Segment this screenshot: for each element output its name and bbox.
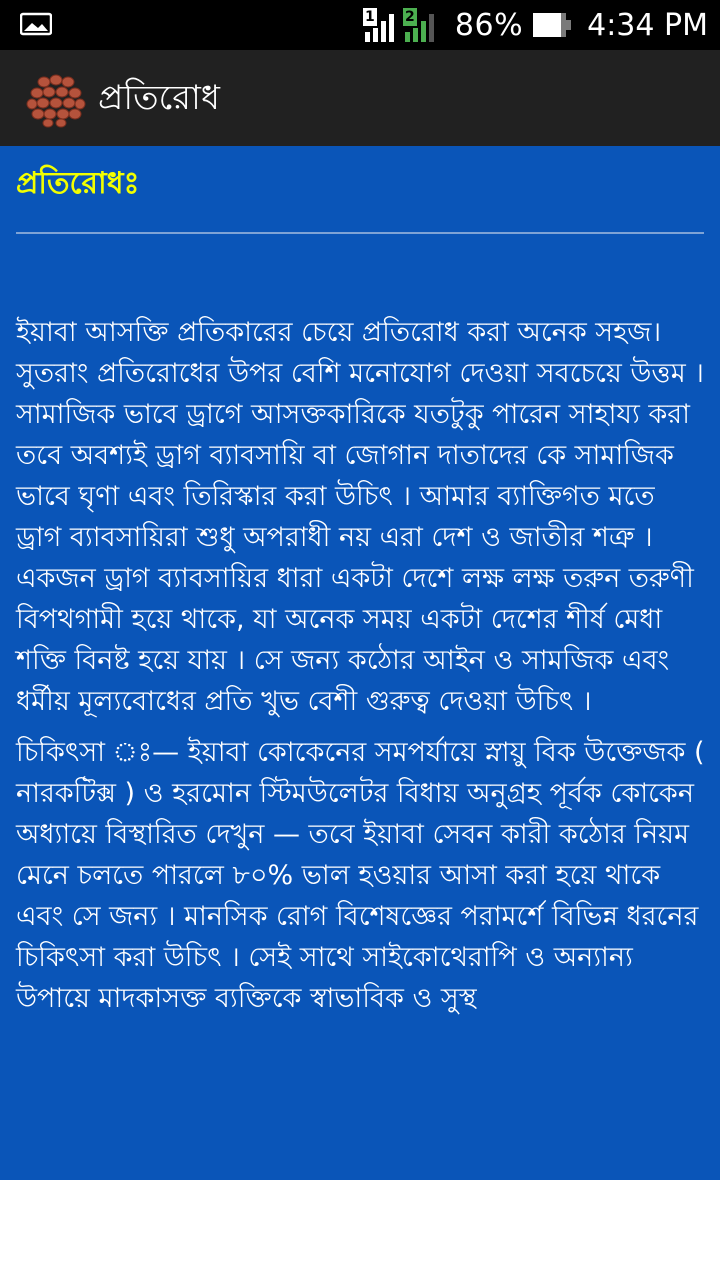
app-title: প্রতিরোধ bbox=[98, 78, 220, 118]
sim1-signal-icon bbox=[363, 8, 399, 42]
app-bar bbox=[0, 50, 720, 146]
image-icon bbox=[20, 12, 52, 36]
clock: 4:34 PM bbox=[587, 7, 708, 43]
status-icons bbox=[363, 0, 708, 50]
article-content[interactable] bbox=[0, 146, 720, 1180]
sim2-signal-icon bbox=[403, 8, 439, 42]
article-heading: প্রতিরোধঃ bbox=[16, 166, 140, 201]
sim1-label: 1 bbox=[365, 9, 375, 25]
paragraph-prevention: ইয়াবা আসক্তি প্রতিকারের চেয়ে প্রতিরোধ করা অনেক সহজ। সুতরাং প্রতিরোধের উপর বেশি মনোযোগ দেওয়া সবচেয়ে উত্তম । সামাজিক ভাবে ড্রাগে আসক্তকারিকে যতটুকু পারেন সাহায্য করা তবে অবশ্যই ড্রাগ ব্যাবসায়ি বা জোগান দাতাদের কে সামাজিক ভাবে ঘৃণা এবং তিরিস্কার করা উচিৎ । আমার ব্যাক্তিগত মতে ড্রাগ ব্যাবসায়িরা শুধু অপরাধী নয় এরা দেশ ও জাতীর শত্রু । একজন ড্রাগ ব্যাবসায়ির ধারা একটা দেশে লক্ষ লক্ষ তরুন তরুণী বিপথগামী হয়ে থাকে, যা অনেক সময় একটা দেশের শীর্ষ মেধা শক্তি বিনষ্ট হয়ে যায় । সে জন্য কঠোর আইন ও সামজিক এবং ধর্মীয় মূল্যবোধের প্রতি খুভ বেশী গুরুত্ব দেওয়া উচিৎ । bbox=[16, 317, 704, 717]
paragraph-treatment: চিকিৎসা ঃ— ইয়াবা কোকেনের সমপর্যায়ে স্নায়ু বিক উক্তেজক ( নারকটিক্স ) ও হরমোন স্টিমউলেটর বিধায় অনুগ্রহ পূর্বক কোকেন অধ্যায়ে বিস্থারিত দেখুন — তবে ইয়াবা সেবন কারী কঠোর নিয়ম মেনে চলতে পারলে ৮০% ভাল হওয়ার আসা করা হয়ে থাকে এবং সে জন্য । মানসিক রোগ বিশেষজ্ঞের পরামর্শে বিভিন্ন ধরনের চিকিৎসা করা উচিৎ । সেই সাথে সাইকোথেরাপি ও অন্যান্য উপায়ে মাদকাসক্ত ব্যক্তিকে স্বাভাবিক ও সুস্থ bbox=[16, 737, 705, 1014]
heading-divider bbox=[16, 232, 704, 234]
article-body bbox=[16, 312, 708, 1029]
battery-percent: 86% bbox=[454, 7, 524, 43]
sim2-label: 2 bbox=[405, 9, 415, 25]
battery-icon bbox=[533, 13, 571, 37]
bottom-blank-area bbox=[0, 1180, 720, 1280]
pills-logo-icon[interactable] bbox=[26, 68, 86, 128]
status-bar bbox=[0, 0, 720, 50]
